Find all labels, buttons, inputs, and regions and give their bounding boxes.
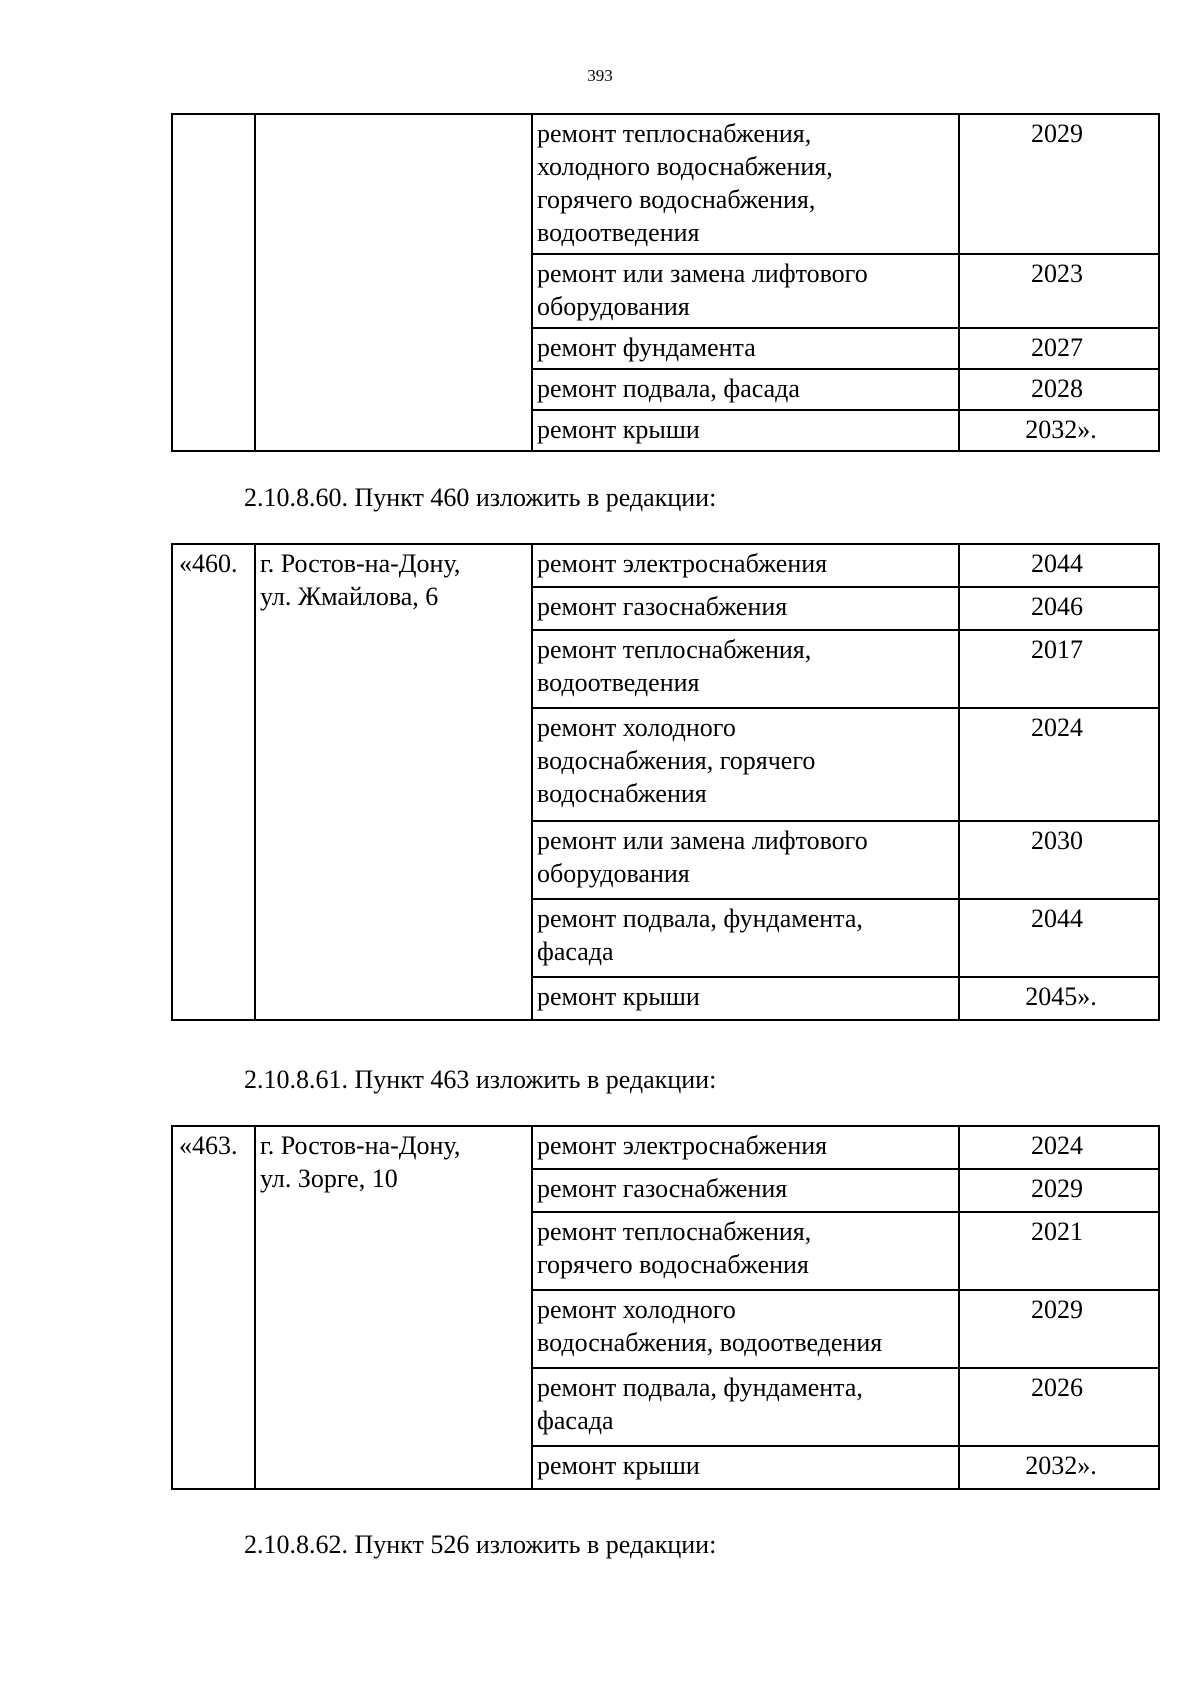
work-line: водоотведения xyxy=(537,668,700,697)
work-line: ремонт теплоснабжения, xyxy=(537,1217,812,1246)
work-line: оборудования xyxy=(537,859,690,888)
year-cell xyxy=(959,821,1159,899)
year-cell xyxy=(959,328,1159,369)
work-line: ремонт крыши xyxy=(537,1451,700,1480)
work-line: ремонт или замена лифтового xyxy=(537,826,868,855)
work-line: ремонт подвала, фасада xyxy=(537,374,800,403)
work-line: ремонт фундамента xyxy=(537,333,756,362)
year-value: 2046 xyxy=(1031,592,1083,621)
address-line: г. Ростов-на-Дону, xyxy=(260,1131,461,1160)
paragraph-item-460: 2.10.8.60. Пункт 460 изложить в редакции: xyxy=(244,483,717,512)
year-value: 2044 xyxy=(1031,904,1083,933)
work-line: ремонт газоснабжения xyxy=(537,1174,788,1203)
year-cell xyxy=(959,899,1159,977)
work-cell xyxy=(532,328,959,369)
year-cell xyxy=(959,544,1159,587)
work-line: водоотведения xyxy=(537,218,700,247)
work-line: ремонт крыши xyxy=(537,415,700,444)
year-value: 2029 xyxy=(1031,1295,1083,1324)
year-value: 2032». xyxy=(1025,1451,1097,1480)
year-cell xyxy=(959,369,1159,410)
paragraph-item-526: 2.10.8.62. Пункт 526 изложить в редакции: xyxy=(244,1530,717,1559)
work-cell xyxy=(532,1212,959,1290)
work-cell xyxy=(532,1126,959,1169)
work-cell xyxy=(532,254,959,328)
work-cell xyxy=(532,544,959,587)
year-value: 2045». xyxy=(1025,982,1097,1011)
work-line: ремонт холодного xyxy=(537,1295,736,1324)
year-cell xyxy=(959,1368,1159,1446)
year-cell xyxy=(959,1446,1159,1489)
address-line: г. Ростов-на-Дону, xyxy=(260,549,461,578)
work-cell xyxy=(532,1169,959,1212)
work-cell xyxy=(532,1446,959,1489)
item-number-cell xyxy=(172,114,255,451)
work-cell xyxy=(532,587,959,630)
work-line: ремонт подвала, фундамента, xyxy=(537,904,863,933)
year-cell xyxy=(959,708,1159,821)
year-value: 2023 xyxy=(1031,259,1083,288)
year-cell xyxy=(959,1169,1159,1212)
year-value: 2029 xyxy=(1031,1174,1083,1203)
address-line: ул. Зорге, 10 xyxy=(260,1164,398,1193)
work-line: ремонт крыши xyxy=(537,982,700,1011)
works-table-continuation xyxy=(171,113,1160,452)
work-line: ремонт или замена лифтового xyxy=(537,259,868,288)
address-cell xyxy=(255,544,532,1020)
address-line: ул. Жмайлова, 6 xyxy=(260,582,439,611)
works-table-463 xyxy=(171,1125,1160,1490)
work-line: горячего водоснабжения, xyxy=(537,185,816,214)
year-value: 2029 xyxy=(1031,119,1083,148)
year-cell xyxy=(959,630,1159,708)
work-cell xyxy=(532,977,959,1020)
item-number-cell: «460. xyxy=(172,544,255,1020)
table-row xyxy=(172,1126,1159,1169)
work-line: водоснабжения, водоотведения xyxy=(537,1328,883,1357)
table-row xyxy=(172,544,1159,587)
work-cell xyxy=(532,1290,959,1368)
year-cell xyxy=(959,1212,1159,1290)
year-value: 2032». xyxy=(1025,415,1097,444)
work-line: горячего водоснабжения xyxy=(537,1250,809,1279)
year-value: 2021 xyxy=(1031,1217,1083,1246)
work-cell xyxy=(532,114,959,254)
work-line: водоснабжения, горячего xyxy=(537,746,816,775)
work-line: фасада xyxy=(537,1406,614,1435)
work-cell xyxy=(532,708,959,821)
work-line: ремонт теплоснабжения, xyxy=(537,635,812,664)
work-line: холодного водоснабжения, xyxy=(537,152,833,181)
work-line: ремонт холодного xyxy=(537,713,736,742)
year-value: 2026 xyxy=(1031,1373,1083,1402)
year-value: 2027 xyxy=(1031,333,1083,362)
table-row xyxy=(172,114,1159,254)
address-cell xyxy=(255,1126,532,1489)
work-line: оборудования xyxy=(537,292,690,321)
works-table-460 xyxy=(171,543,1160,1021)
work-line: ремонт подвала, фундамента, xyxy=(537,1373,863,1402)
year-value: 2044 xyxy=(1031,549,1083,578)
item-number-cell: «463. xyxy=(172,1126,255,1489)
year-value: 2024 xyxy=(1031,1131,1083,1160)
work-line: ремонт теплоснабжения, xyxy=(537,119,812,148)
work-line: ремонт электроснабжения xyxy=(537,549,828,578)
year-cell xyxy=(959,1126,1159,1169)
work-cell xyxy=(532,630,959,708)
work-cell xyxy=(532,899,959,977)
work-line: ремонт электроснабжения xyxy=(537,1131,828,1160)
address-cell xyxy=(255,114,532,451)
year-cell xyxy=(959,977,1159,1020)
work-line: водоснабжения xyxy=(537,779,707,808)
year-cell xyxy=(959,587,1159,630)
work-cell xyxy=(532,1368,959,1446)
year-value: 2030 xyxy=(1031,826,1083,855)
work-line: ремонт газоснабжения xyxy=(537,592,788,621)
work-line: фасада xyxy=(537,937,614,966)
page-number: 393 xyxy=(587,66,613,85)
year-cell xyxy=(959,1290,1159,1368)
work-cell xyxy=(532,369,959,410)
year-cell xyxy=(959,410,1159,451)
paragraph-item-463: 2.10.8.61. Пункт 463 изложить в редакции: xyxy=(244,1065,717,1094)
year-value: 2028 xyxy=(1031,374,1083,403)
work-cell xyxy=(532,821,959,899)
year-cell xyxy=(959,254,1159,328)
year-cell xyxy=(959,114,1159,254)
year-value: 2024 xyxy=(1031,713,1083,742)
work-cell xyxy=(532,410,959,451)
year-value: 2017 xyxy=(1031,635,1083,664)
